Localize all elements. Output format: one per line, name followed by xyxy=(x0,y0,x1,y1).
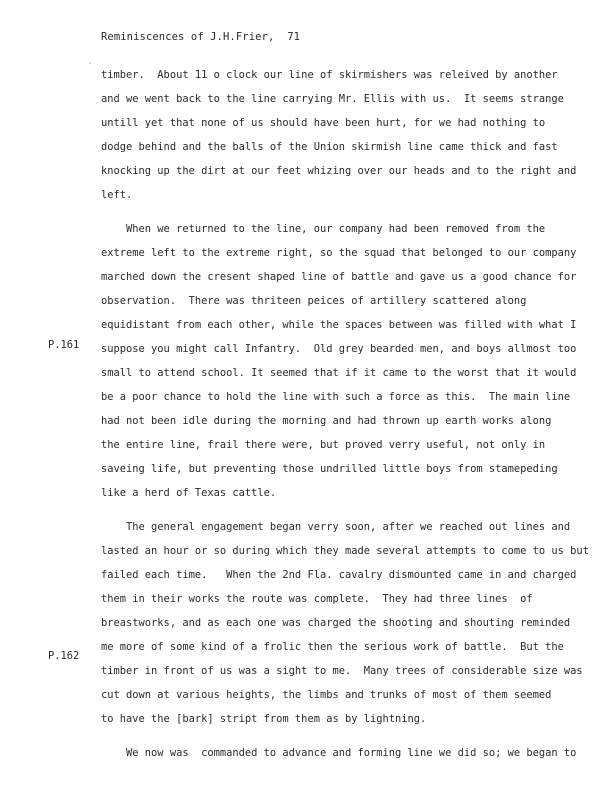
text-line: timber in front of us was a sight to me. Many trees of considerable size was xyxy=(101,665,583,677)
text-line: equidistant from each other, while the spaces between was filled with what I xyxy=(101,319,577,331)
text-line: lasted an hour or so during which they made several attempts to come to us but xyxy=(101,545,589,557)
text-line: cut down at various heights, the limbs and trunks of most of them seemed xyxy=(101,689,552,701)
text-line: We now was commanded to advance and forming line we did so; we began to xyxy=(101,747,577,759)
text-line: to have the [bark] stript from them as by lightning. xyxy=(101,713,427,725)
text-line: and we went back to the line carrying Mr. Ellis with us. It seems strange xyxy=(101,93,564,105)
text-line: untill yet that none of us should have been hurt, for we had nothing to xyxy=(101,117,546,129)
text-line: observation. There was thriteen peices of artillery scattered along xyxy=(101,295,527,307)
text-line: be a poor chance to hold the line with such a force as this. The main line xyxy=(101,391,571,403)
text-line: knocking up the dirt at our feet whizing over our heads and to the right and xyxy=(101,165,577,177)
text-line: small to attend school. It seemed that if it came to the worst that it would xyxy=(101,367,577,379)
paragraph xyxy=(101,217,577,505)
text-line: dodge behind and the balls of the Union skirmish line came thick and fast xyxy=(101,141,558,153)
text-line: left. xyxy=(101,189,133,201)
stray-mark: , xyxy=(88,57,93,65)
text-line: timber. About 11 o clock our line of skirmishers was releived by another xyxy=(101,69,558,81)
text-line: them in their works the route was complete. They had three lines of xyxy=(101,593,533,605)
text-line: The general engagement began verry soon, after we reached out lines and xyxy=(101,521,571,533)
text-line: the entire line, frail there were, but proved verry useful, not only in xyxy=(101,439,546,451)
text-line: suppose you might call Infantry. Old grey bearded men, and boys allmost too xyxy=(101,343,577,355)
text-line: like a herd of Texas cattle. xyxy=(101,487,277,499)
running-head: Reminiscences of J.H.Frier, 71 xyxy=(101,31,301,43)
text-line: breastworks, and as each one was charged the shooting and shouting reminded xyxy=(101,617,571,629)
paragraph xyxy=(101,63,577,207)
paragraph xyxy=(101,515,589,731)
paragraph xyxy=(101,741,577,765)
margin-note-p161: P.161 xyxy=(48,339,80,351)
text-line: saveing life, but preventing those undrilled little boys from stamepeding xyxy=(101,463,558,475)
body-text xyxy=(101,63,589,765)
text-line: failed each time. When the 2nd Fla. cavalry dismounted came in and charged xyxy=(101,569,577,581)
margin-note-p162: P.162 xyxy=(48,650,80,662)
text-line: me more of some kind of a frolic then the serious work of battle. But the xyxy=(101,641,564,653)
text-line: had not been idle during the morning and had thrown up earth works along xyxy=(101,415,552,427)
text-line: marched down the cresent shaped line of battle and gave us a good chance for xyxy=(101,271,577,283)
text-line: When we returned to the line, our company had been removed from the xyxy=(101,223,546,235)
text-line: extreme left to the extreme right, so the squad that belonged to our company xyxy=(101,247,577,259)
